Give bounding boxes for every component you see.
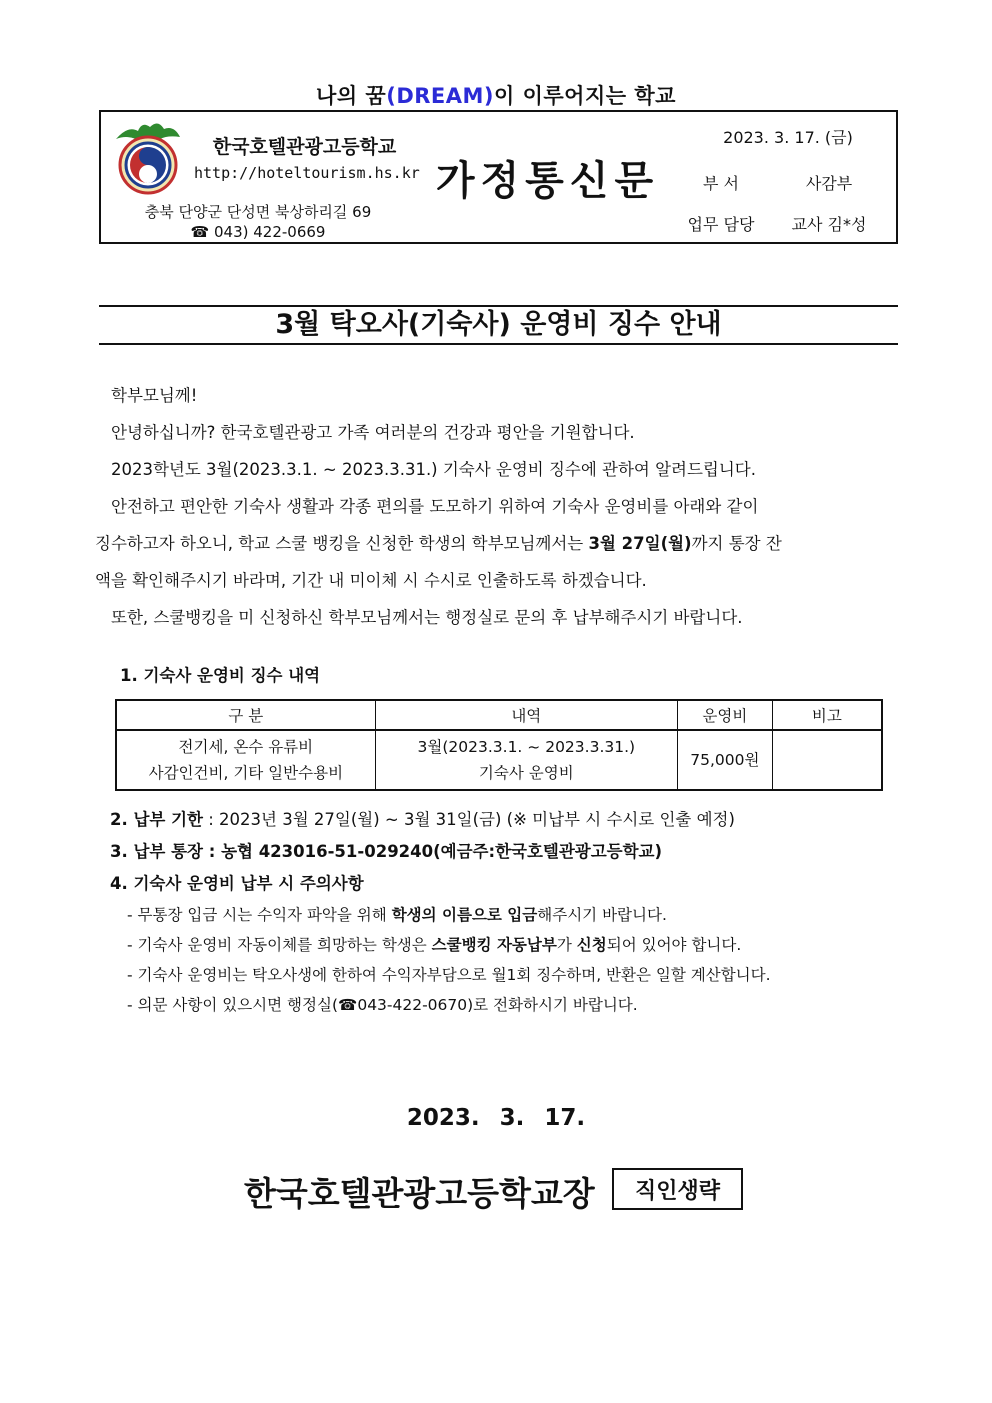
issue-date: 2023. 3. 17. (금) — [723, 127, 853, 147]
body-paragraph: 안전하고 편안한 기숙사 생활과 각종 편의를 도모하기 위하여 기숙사 운영비를 아래와 같이 — [111, 497, 759, 516]
payment-details — [110, 804, 900, 1020]
column-header: 운영비 — [677, 700, 772, 730]
slogan-text-end: 이 이루어지는 학교 — [494, 84, 676, 108]
notice-emphasis: 학생의 이름으로 입금 — [391, 906, 538, 924]
notice-text: 해주시기 바랍니다. — [537, 906, 667, 924]
body-text: 징수하고자 하오니, 학교 스쿨 뱅킹을 신청한 학생의 학부모님께서는 — [95, 534, 589, 553]
table-cell-category — [116, 730, 375, 790]
school-address: 충북 단양군 단성면 북상하리길 69 — [144, 203, 372, 221]
body-paragraph: 액을 확인해주시기 바라며, 기간 내 미이체 시 수시로 인출하도록 하겠습니다. — [95, 571, 647, 590]
notice-item — [110, 900, 900, 930]
column-header: 비고 — [772, 700, 882, 730]
notice-text: 가 — [556, 936, 577, 954]
school-emblem-icon — [108, 117, 188, 197]
table-cell-amount: 75,000원 — [677, 730, 772, 790]
slogan-highlight: (DREAM) — [386, 84, 495, 108]
signature-date: 2023. 3. 17. — [406, 1105, 586, 1131]
category-line: 전기세, 온수 유류비 — [178, 738, 314, 756]
document-type-title: 가정통신문 — [435, 156, 660, 204]
notice-item — [110, 930, 900, 960]
payment-account — [110, 836, 900, 868]
column-header: 내역 — [375, 700, 677, 730]
fee-table — [115, 699, 883, 791]
manager-value: 교사 김*성 — [791, 214, 867, 234]
notice-text: - 기숙사 운영비 자동이체를 희망하는 학생은 — [127, 936, 432, 954]
school-slogan — [0, 80, 992, 110]
table-row — [116, 730, 882, 790]
body-paragraph: 2023학년도 3월(2023.3.1. ~ 2023.3.31.) 기숙사 운영비 징수에 관하여 알려드립니다. — [111, 460, 756, 479]
table-cell-note — [772, 730, 882, 790]
category-line: 사감인건비, 기타 일반수용비 — [148, 764, 344, 782]
notice-item: - 의문 사항이 있으시면 행정실(☎043-422-0670)로 전화하시기 바랍니다. — [127, 996, 638, 1014]
payment-account-text: 3. 납부 통장 : 농협 423016-51-029240(예금주:한국호텔관광고등학교) — [110, 842, 663, 861]
table-header-row — [116, 700, 882, 730]
department-label: 부 서 — [703, 173, 739, 193]
school-phone: ☎ 043) 422-0669 — [190, 223, 326, 241]
column-header: 구 분 — [116, 700, 375, 730]
school-info — [194, 112, 420, 202]
letter-header-table — [99, 110, 898, 244]
payment-deadline-value: : 2023년 3월 27일(월) ~ 3월 31일(금) (※ 미납부 시 수시로 인출 예정) — [203, 810, 735, 829]
table-cell-detail — [375, 730, 677, 790]
page-title: 3월 탁오사(기숙사) 운영비 징수 안내 — [99, 305, 898, 345]
body-paragraph: 또한, 스쿨뱅킹을 미 신청하신 학부모님께서는 행정실로 문의 후 납부해주시기 바랍니다. — [111, 608, 743, 627]
department-value: 사감부 — [805, 173, 853, 193]
notice-text: 되어 있어야 합니다. — [606, 936, 742, 954]
greeting: 학부모님께! — [111, 386, 198, 405]
detail-line: 3월(2023.3.1. ~ 2023.3.31.) — [417, 738, 636, 756]
body-text: 까지 통장 잔 — [691, 534, 782, 553]
school-logo — [101, 112, 194, 202]
section-1-title: 1. 기숙사 운영비 징수 내역 — [120, 666, 321, 685]
document-type — [415, 112, 680, 242]
detail-line: 기숙사 운영비 — [478, 764, 574, 782]
notice-emphasis: 스쿨뱅킹 자동납부 — [431, 936, 557, 954]
notice-text: - 무통장 입금 시는 수익자 파악을 위해 — [127, 906, 392, 924]
body-paragraph: 안녕하십니까? 한국호텔관광고 가족 여러분의 건강과 평안을 기원합니다. — [111, 423, 635, 442]
seal-omitted-box: 직인생략 — [612, 1168, 743, 1210]
manager-label: 업무 담당 — [687, 214, 755, 234]
letter-body — [95, 377, 898, 636]
payment-deadline — [110, 804, 900, 836]
notice-emphasis: 신청 — [576, 936, 607, 954]
deadline-highlight: 3월 27일(월) — [588, 534, 692, 553]
school-name: 한국호텔관광고등학교 — [212, 136, 397, 158]
notice-item: - 기숙사 운영비는 탁오사생에 한하여 수익자부담으로 월1회 징수하며, 반환은 일할 계산합니다. — [127, 966, 771, 984]
payment-deadline-label: 2. 납부 기한 — [110, 810, 203, 829]
school-website[interactable]: http://hoteltourism.hs.kr — [194, 164, 420, 182]
notice-title: 4. 기숙사 운영비 납부 시 주의사항 — [110, 874, 364, 893]
school-address-block — [101, 202, 415, 242]
section-4-title — [110, 868, 900, 900]
body-paragraph — [95, 525, 898, 562]
slogan-text: 나의 꿈 — [316, 84, 387, 108]
principal-signature: 한국호텔관광고등학교장 — [244, 1174, 595, 1213]
